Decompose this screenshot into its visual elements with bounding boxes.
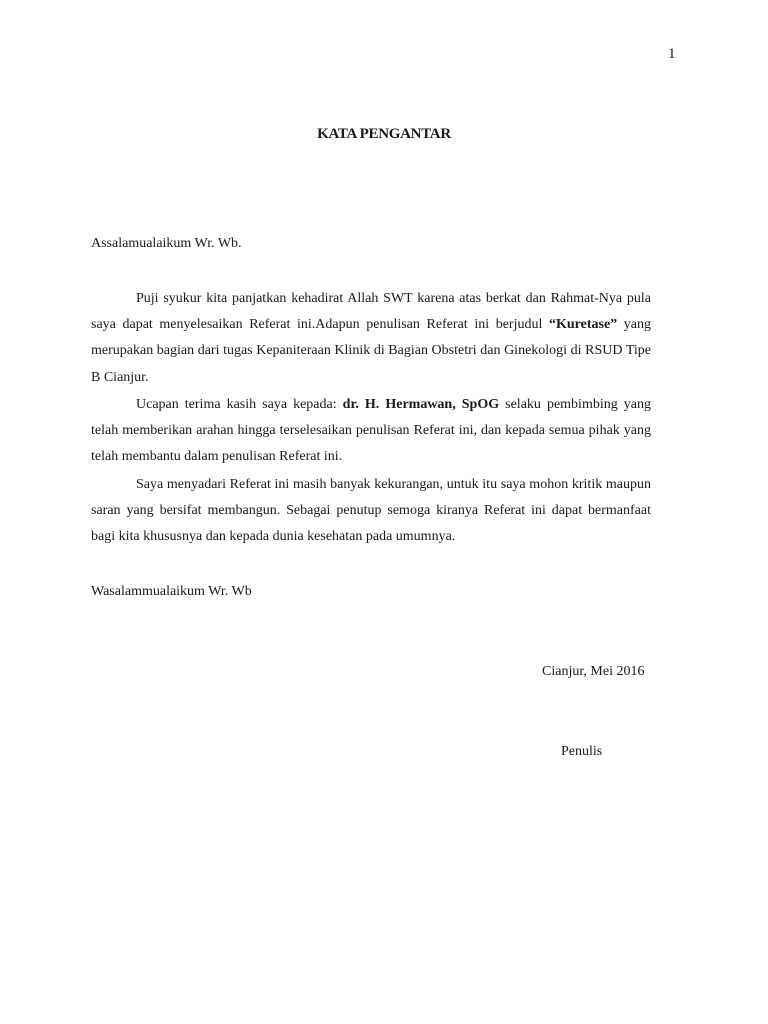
place-date: Cianjur, Mei 2016 [542, 664, 645, 679]
paragraph-2 [91, 392, 651, 471]
supervisor-name: dr. H. Hermawan, SpOG [342, 397, 500, 412]
paragraph-3-text: Saya menyadari Referat ini masih banyak kekurangan, untuk itu saya mohon kritik maupun saran yang bersifat membangun. Sebagai penutup semoga kiranya Referat ini dapat bermanfaat bagi kita khususnya dan kepada dunia kesehatan pada umumnya. [91, 477, 651, 545]
paragraph-1-text-end: yang merupakan bagian dari tugas Kepaniteraan Klinik di Bagian Obstetri dan Ginekologi di RSUD Tipe B Cianjur. [91, 317, 651, 385]
page-title: KATA PENGANTAR [317, 126, 451, 142]
paragraph-2-text: Ucapan terima kasih saya kepada: [136, 397, 343, 412]
paragraph-3 [91, 472, 651, 551]
page-number: 1 [668, 46, 676, 62]
signer-label: Penulis [561, 744, 603, 759]
paragraph-1-text: Puji syukur kita panjatkan kehadirat Allah SWT karena atas berkat dan Rahmat-Nya pula saya dapat menyelesaikan Referat ini.Adapun penulisan Referat ini berjudul [91, 291, 651, 333]
closing-text: Wasalammualaikum Wr. Wb [91, 584, 252, 599]
referat-title: “Kuretase” [548, 317, 618, 333]
paragraph-2-text-end: selaku pembimbing yang telah memberikan arahan hingga terselesaikan penulisan Referat ini, dan kepada semua pihak yang telah membantu dalam penulisan Referat ini. [91, 397, 651, 465]
paragraph-1 [91, 286, 651, 391]
greeting-text: Assalamualaikum Wr. Wb. [91, 236, 242, 251]
